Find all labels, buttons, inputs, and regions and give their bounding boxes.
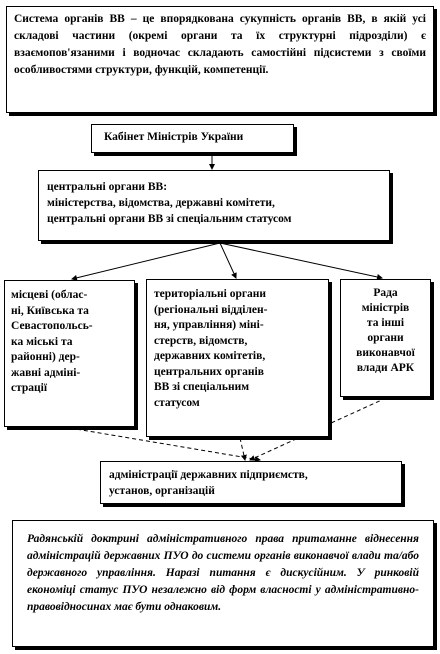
cabinet-of-ministers-box <box>91 124 294 153</box>
local-administrations-box <box>4 280 135 427</box>
local-administrations-text: місцеві (облас- ні, Київська та Севастопольсь- ка міські та районні) дер- жавні адміні- страції <box>11 289 93 394</box>
note-box <box>12 520 434 647</box>
arrow-central-to-territorial <box>220 243 236 278</box>
territorial-bodies-box <box>146 279 329 437</box>
definition-box <box>6 6 434 113</box>
cabinet-of-ministers-label: Кабінет Міністрів України <box>104 131 244 143</box>
territorial-bodies-text: територіальні органи (регіональні відділен- ня, управління) міні- стерств, відомств, державних комітетів, центральних органів ВВ зі спеціальним статусом <box>154 288 268 409</box>
state-enterprises-box <box>100 461 402 504</box>
arrow-territorial-to-enterprises <box>240 438 245 460</box>
arrow-central-to-ark <box>220 243 382 278</box>
arrow-central-to-local <box>72 243 220 279</box>
note-text: Радянській доктрині адміністративного права притаманне віднесення адміністрацій державних ПУО до системи органів виконавчої влади та/або державного управління. Наразі питання є дискусійним. У ринковій економіці статус ПУО незалежно від форм власності у адміністративно-правовідносинах має бути однаковим. <box>27 533 419 613</box>
definition-text: Система органів ВВ – це впорядкована сукупність органів ВВ, в якій усі складові частини (окремі органи та їх структурні підрозділи) є взаємопов'язаними і водночас складають самостійні підсистеми з своїми особливостями структури, функцій, компетенції. <box>14 13 426 76</box>
ark-council-box <box>340 279 431 397</box>
central-bodies-text: центральні органи ВВ: міністерства, відомства, державні комітети, центральні органи ВВ зі спеціальним статусом <box>47 181 292 225</box>
central-bodies-box <box>38 170 390 241</box>
state-enterprises-text: адміністрації державних підприємств, установ, організацій <box>109 469 308 497</box>
ark-council-text: Рада міністрів та інші органи виконавчої влади АРК <box>356 287 415 374</box>
